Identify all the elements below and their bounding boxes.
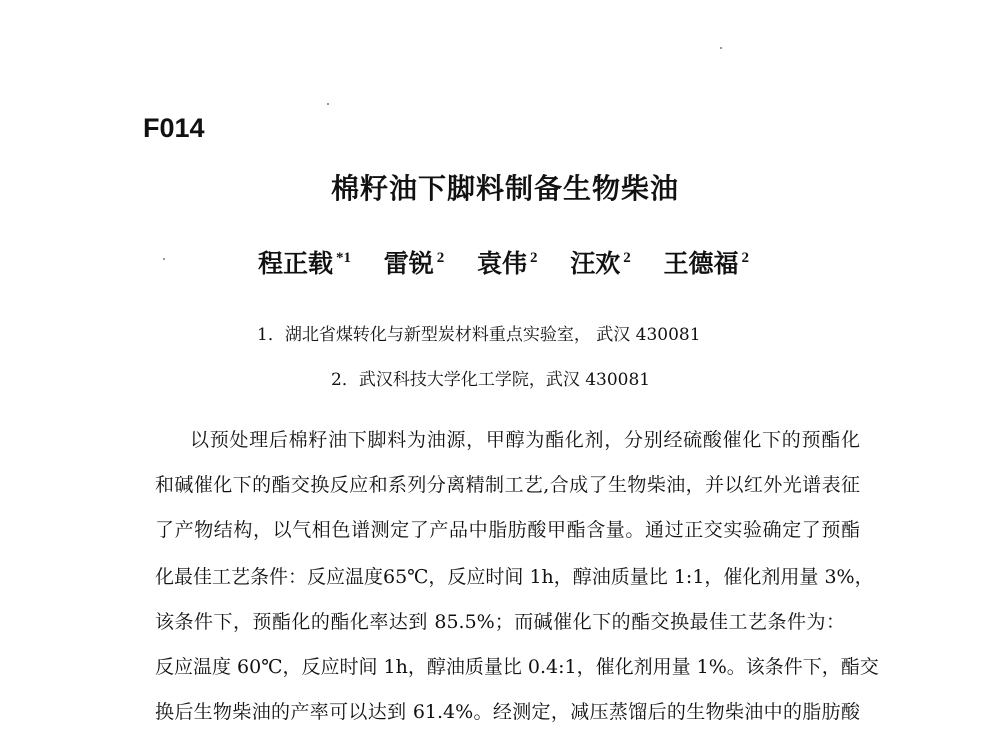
abstract-line: 化最佳工艺条件：反应温度65℃，反应时间 1h，醇油质量比 1:1，催化剂用量 3%， (155, 566, 874, 588)
abstract-line: 以预处理后棉籽油下脚料为油源，甲醇为酯化剂，分别经硫酸催化下的预酯化 (190, 429, 860, 451)
scan-speck (163, 258, 165, 260)
author-mark: *1 (336, 250, 352, 266)
abstract-line: 换后生物柴油的产率可以达到 61.4%。经测定，减压蒸馏后的生物柴油中的脂肪酸 (155, 701, 860, 723)
author-name: 袁伟 (476, 249, 527, 278)
author-name: 雷锐 (383, 249, 434, 278)
author (384, 249, 445, 278)
author (258, 249, 351, 278)
abstract-line: 反应温度 60℃，反应时间 1h，醇油质量比 0.4:1，催化剂用量 1%。该条件下，酯交 (155, 656, 879, 678)
author-name: 程正载 (258, 249, 334, 278)
author-mark: 2 (529, 250, 538, 266)
author (570, 249, 631, 278)
scan-speck (720, 47, 722, 49)
affiliation: 2．武汉科技大学化工学院，武汉 430081 (331, 370, 651, 390)
paper-code: F014 (143, 113, 205, 143)
author-name: 王德福 (663, 249, 739, 278)
abstract-line: 了产物结构，以气相色谱测定了产品中脂肪酸甲酯含量。通过正交实验确定了预酯 (155, 519, 860, 541)
paper-title: 棉籽油下脚料制备生物柴油 (330, 172, 679, 205)
author-mark: 2 (741, 250, 749, 266)
scan-speck (327, 103, 329, 105)
author (663, 249, 749, 278)
affiliation: 1．湖北省煤转化与新型炭材料重点实验室， 武汉 430081 (257, 325, 701, 345)
author-mark: 2 (623, 250, 631, 266)
abstract-line: 和碱催化下的酯交换反应和系列分离精制工艺,合成了生物柴油，并以红外光谱表征 (155, 474, 860, 496)
author-list (258, 244, 773, 280)
author (477, 249, 538, 278)
abstract-line: 该条件下，预酯化的酯化率达到 85.5%；而碱催化下的酯交换最佳工艺条件为： (155, 611, 845, 633)
author-name: 汪欢 (570, 249, 621, 278)
author-mark: 2 (436, 250, 445, 266)
